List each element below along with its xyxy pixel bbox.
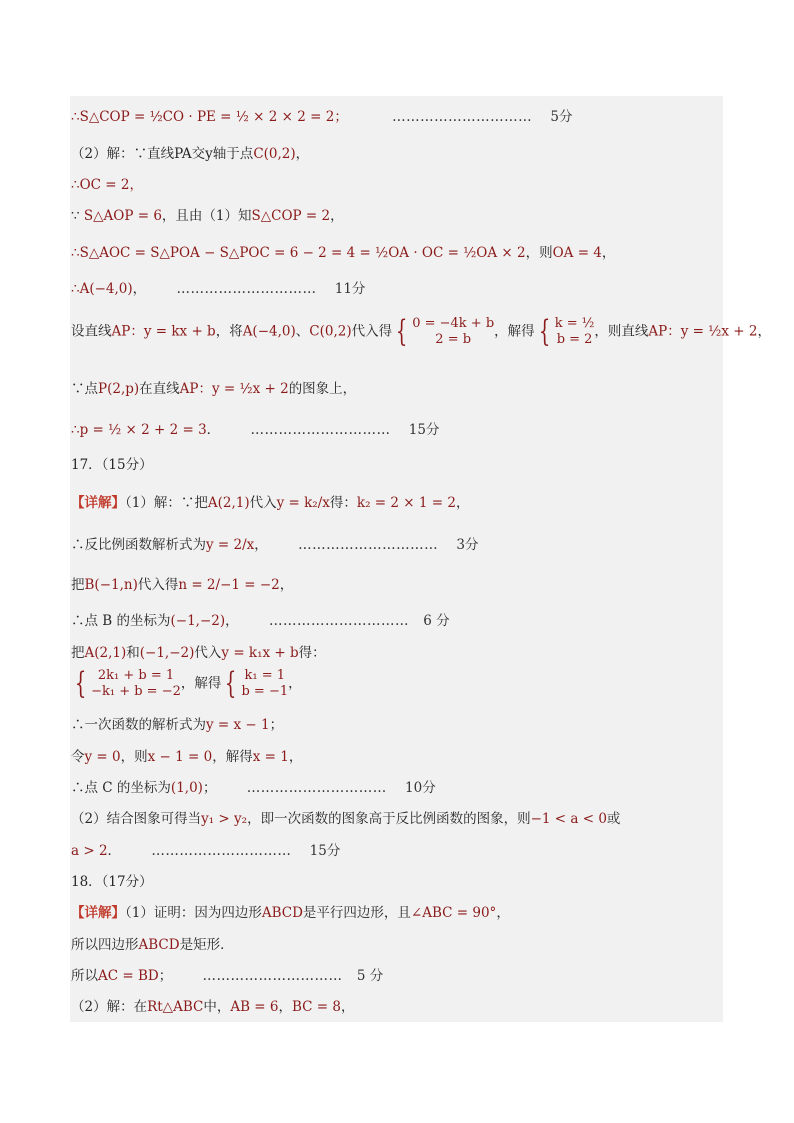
score: 3分 [456, 537, 479, 553]
line-22 [71, 873, 153, 891]
solution-system: { k = ½ b = 2 [538, 314, 595, 349]
math: y = k₂/x [276, 495, 330, 511]
math: AP：y = kx + b [111, 323, 216, 340]
eq-row: 0 = −4k + b [412, 316, 495, 331]
text: ∴点 B 的坐标为 [71, 613, 171, 629]
text: （2）结合图象可得当 [71, 811, 202, 827]
text: ，即一次函数的图象高于反比例函数的图象，则 [247, 811, 531, 827]
math: AP：y = ½x + 2 [179, 381, 289, 397]
eq-row: 2k₁ + b = 1 [97, 668, 175, 683]
dots: ………………………… [246, 780, 387, 796]
score: 11分 [334, 281, 366, 297]
text: ， [295, 146, 310, 162]
math: B(−1,n) [84, 577, 138, 593]
line-1 [71, 108, 573, 126]
score: 5 分 [356, 968, 384, 984]
math: ∴S△AOC = S△POA − S△POC = 6 − 2 = 4 = ½OA · OC = ½OA × 2 [71, 245, 526, 261]
math: BC = 8 [291, 999, 341, 1015]
text: ，且由（1）知 [161, 208, 252, 224]
math: AC = BD [98, 968, 159, 984]
line-21 [71, 842, 340, 860]
line-16 [71, 668, 302, 700]
text: ∵点 [71, 381, 98, 397]
text: （1）解：∵把 [125, 495, 208, 511]
text: 得： [329, 495, 357, 511]
text: ， [757, 323, 771, 340]
line-7 [71, 316, 771, 348]
math: a > 2 [71, 843, 108, 859]
text: ， [496, 905, 510, 921]
text: ∴点 C 的坐标为 [71, 780, 171, 796]
math: n = 2/−1 = −2 [178, 577, 280, 593]
text: ． [107, 843, 122, 859]
eq-row: b = −1 [241, 684, 289, 699]
question-header: 18．（17分） [71, 874, 153, 890]
text: ，将 [215, 323, 243, 340]
text: ； [158, 968, 173, 984]
text: ∴一次函数的解析式为 [71, 717, 206, 733]
solution-system: { k₁ = 1 b = −1 [225, 666, 289, 701]
dots: ………………………… [392, 109, 533, 125]
text: （2）解：在 [71, 999, 148, 1015]
line-10 [71, 456, 153, 474]
detail-tag: 【详解】 [71, 495, 125, 511]
text: 把 [71, 645, 85, 661]
text: ，则直线 [594, 323, 649, 340]
text: （1）证明：因为四边形 [125, 905, 262, 921]
line-3 [71, 176, 143, 194]
text: 所以 [71, 968, 98, 984]
math: A(−4,0) [242, 323, 296, 340]
math: S△COP = 2 [251, 208, 331, 224]
line-15 [71, 644, 326, 662]
math: ∴p = ½ × 2 + 2 = 3 [71, 422, 207, 438]
text: ， [288, 675, 302, 692]
line-4 [71, 207, 344, 225]
math: C(0,2) [309, 323, 352, 340]
math: x − 1 = 0 [147, 749, 213, 765]
text: 代入 [194, 645, 222, 661]
dots: ………………………… [298, 537, 439, 553]
question-header: 17．（15分） [71, 457, 153, 473]
math: ABCD [261, 905, 303, 921]
score: 5分 [550, 109, 573, 125]
text: ， [225, 613, 239, 629]
answer-sheet [70, 96, 723, 1022]
detail-tag: 【详解】 [71, 905, 125, 921]
math: y = 2/x [206, 537, 255, 553]
text: ； [202, 780, 217, 796]
math: y = 0 [84, 749, 121, 765]
math: k₂ = 2 × 1 = 2 [356, 495, 456, 511]
math: ∴S△COP = ½CO · PE = ½ × 2 × 2 = 2； [71, 109, 348, 125]
eq-row: 2 = b [435, 332, 472, 347]
math: S△AOP = 6 [83, 208, 162, 224]
math: OA = 4 [552, 245, 602, 261]
dots: ………………………… [268, 613, 409, 629]
text: ， [288, 749, 303, 765]
math: −1 < a < 0 [530, 811, 607, 827]
text: 或 [606, 811, 621, 827]
text: 中， [203, 999, 231, 1015]
line-13 [71, 576, 293, 594]
eq-row: −k₁ + b = −2 [91, 684, 181, 699]
eq-row: k₁ = 1 [244, 668, 286, 683]
math: Rt△ABC [147, 999, 204, 1015]
line-20 [71, 810, 620, 828]
text: 的图象上， [288, 381, 357, 397]
math: A(2,1) [207, 495, 250, 511]
line-12 [71, 536, 478, 554]
line-19 [71, 779, 436, 797]
math: P(2,p) [98, 381, 140, 397]
eq-row: b = 2 [556, 332, 593, 347]
score: 6 分 [423, 613, 450, 629]
text: 代入得 [351, 323, 393, 340]
score: 15分 [309, 843, 341, 859]
text: 和 [126, 645, 140, 661]
line-9 [71, 421, 439, 439]
line-11 [71, 494, 469, 512]
line-26 [71, 998, 354, 1016]
text: ∵ [71, 208, 84, 224]
math: y = x − 1 [206, 717, 270, 733]
equation-system: { 0 = −4k + b 2 = b [395, 314, 495, 349]
score: 10分 [405, 780, 436, 796]
line-18 [71, 748, 302, 766]
line-8 [71, 380, 356, 398]
math: (1,0) [170, 780, 203, 796]
text: ， [330, 208, 344, 224]
line-24 [71, 936, 234, 954]
math: (−1,−2) [139, 645, 195, 661]
text: 代入 [249, 495, 277, 511]
text: ∴反比例函数解析式为 [71, 537, 206, 553]
text: 是矩形． [179, 937, 234, 953]
math: AB = 6 [230, 999, 279, 1015]
line-23 [71, 904, 510, 922]
dots: ………………………… [202, 968, 343, 984]
score: 15分 [408, 422, 440, 438]
line-2 [71, 145, 309, 163]
text: 在直线 [139, 381, 180, 397]
dots: ………………………… [250, 422, 391, 438]
math: A(2,1) [84, 645, 127, 661]
text: 是平行四边形，且 [302, 905, 411, 921]
text: ， [254, 537, 268, 553]
text: ． [206, 422, 221, 438]
text: ； [269, 717, 284, 733]
math: AP：y = ½x + 2 [648, 323, 758, 340]
line-25 [71, 967, 383, 985]
text: 得： [298, 645, 326, 661]
text: 所以四边形 [71, 937, 139, 953]
math: y₁ > y₂ [201, 811, 248, 827]
text: 设直线 [71, 323, 112, 340]
text: ，解得 [494, 323, 535, 340]
math: ∴OC = 2， [71, 177, 143, 193]
text: ， [340, 999, 355, 1015]
math: x = 1 [252, 749, 289, 765]
math: ∴A(−4,0) [71, 281, 133, 297]
equation-system: { 2k₁ + b = 1 −k₁ + b = −2 [74, 666, 181, 701]
line-14 [71, 612, 450, 630]
math: ∠ABC = 90° [410, 905, 497, 921]
text: ， [601, 245, 616, 261]
text: ，则 [525, 245, 553, 261]
text: ， [132, 281, 147, 297]
math: y = k₁x + b [221, 645, 299, 661]
dots: ………………………… [151, 843, 292, 859]
line-17 [71, 716, 283, 734]
math: C(0,2) [253, 146, 296, 162]
text: ，解得 [180, 675, 222, 692]
text: ， [279, 577, 294, 593]
math: ABCD [138, 937, 180, 953]
eq-row: k = ½ [554, 316, 595, 331]
line-6 [71, 280, 365, 298]
text: （2）解：∵直线PA交y轴于点 [71, 146, 254, 162]
text: ， [455, 495, 470, 511]
text: 把 [71, 577, 85, 593]
dots: ………………………… [176, 281, 317, 297]
text: 代入得 [137, 577, 179, 593]
math: (−1,−2) [170, 613, 226, 629]
text: ，解得 [212, 749, 253, 765]
line-5 [71, 244, 615, 262]
text: ，则 [120, 749, 148, 765]
text: 令 [71, 749, 85, 765]
text: ， [278, 999, 292, 1015]
text: 、 [295, 323, 310, 340]
